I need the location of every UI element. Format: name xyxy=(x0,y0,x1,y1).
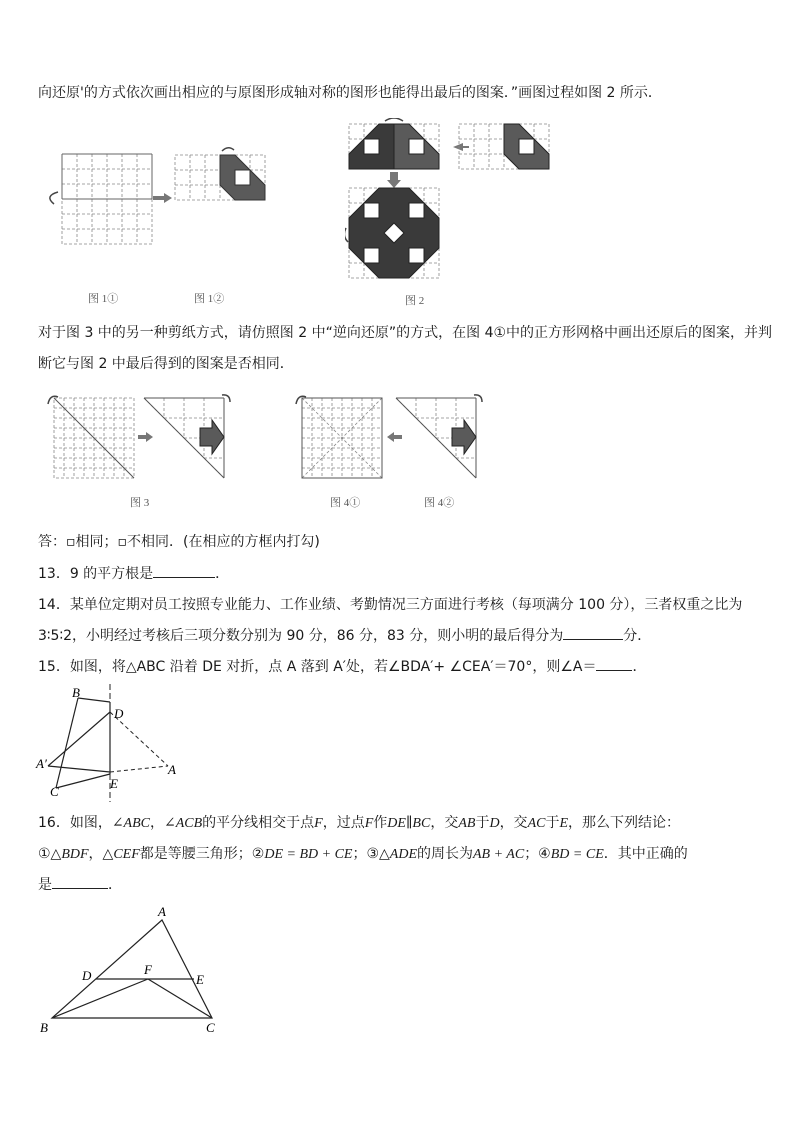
answer-blank[interactable] xyxy=(563,625,623,640)
q12-line1: 对于图 3 中的另一种剪纸方式，请仿照图 2 中“逆向还原”的方式，在图 4①中的正方形网格中画出还原后的图案，并判 xyxy=(38,325,773,341)
caption-fig3: 图 3 xyxy=(130,497,150,509)
label-A: A xyxy=(168,762,176,777)
label-B: B xyxy=(40,1020,48,1035)
q16-line2: ①△BDF，△CEF都是等腰三角形；②DE = BD + CE；③△ADE的周长为AB + AC；④BD = CE．其中正确的 xyxy=(38,846,688,862)
figure-3 xyxy=(40,392,240,514)
arrow-right-icon xyxy=(138,432,153,442)
q15-end: ． xyxy=(632,659,647,675)
label-C: C xyxy=(50,784,59,799)
arrow-left-icon xyxy=(387,432,402,442)
label-A: A xyxy=(158,904,166,919)
answer-blank[interactable] xyxy=(596,656,632,671)
intro-text: 向还原'的方式依次画出相应的与原图形成轴对称的图形也能得出最后的图案．”画图过程如图 2 所示． xyxy=(38,85,662,101)
q14-line1: 14．某单位定期对员工按照专业能力、工作业绩、考勤情况三方面进行考核（每项满分 100 分），三者权重之比为 xyxy=(38,597,743,613)
q15 xyxy=(38,656,646,676)
label-D: D xyxy=(114,706,124,721)
q13 xyxy=(38,563,229,583)
q16-line3-end: ． xyxy=(108,877,122,893)
q16-line3 xyxy=(38,874,122,894)
fold-arrow-icon xyxy=(296,396,306,404)
label-A-prime: A′ xyxy=(36,756,47,771)
figure-2 xyxy=(345,118,555,310)
label-B: B xyxy=(72,685,80,700)
q14-line2-end: 分． xyxy=(623,628,652,644)
q16-line3-start: 是 xyxy=(38,877,52,893)
q14-line2 xyxy=(38,625,651,645)
q13-text: 13．9 的平方根是 xyxy=(38,566,154,582)
arrow-down-icon xyxy=(387,172,401,188)
q12-answer: 答：▫相同；▫不相同．(在相应的方框内打勾) xyxy=(38,534,320,550)
caption-fig4-2: 图 4② xyxy=(424,497,455,509)
figure-q15 xyxy=(30,684,190,802)
q14-line2-start: 3∶5∶2，小明经过考核后三项分数分别为 90 分，86 分，83 分，则小明的最后得分为 xyxy=(38,628,564,644)
caption-fig1-1: 图 1① xyxy=(88,293,119,305)
figure-1-2 xyxy=(172,145,272,310)
answer-blank[interactable] xyxy=(52,874,108,889)
caption-fig1-2: 图 1② xyxy=(194,293,225,305)
answer-blank[interactable] xyxy=(153,563,215,578)
label-E: E xyxy=(110,776,118,791)
arrow-right-icon xyxy=(152,192,174,204)
caption-fig2: 图 2 xyxy=(405,295,425,307)
figure-1-1 xyxy=(40,150,170,310)
q15-text: 15．如图，将△ABC 沿着 DE 对折，点 A 落到 A′处，若∠BDA′+ ∠CEA′＝70°，则∠A＝ xyxy=(38,659,597,675)
caption-fig4-1: 图 4① xyxy=(330,497,361,509)
figure-4 xyxy=(292,392,492,514)
fold-arrow-icon xyxy=(385,118,403,121)
fold-arrow-icon xyxy=(50,192,58,204)
figure-q16 xyxy=(30,902,230,1038)
label-C: C xyxy=(206,1020,215,1035)
arrow-left-icon xyxy=(453,143,469,151)
fold-arrow-icon xyxy=(345,228,348,242)
label-F: F xyxy=(144,962,152,977)
q12-line2: 断它与图 2 中最后得到的图案是否相同． xyxy=(38,356,294,372)
label-E: E xyxy=(196,972,204,987)
label-D: D xyxy=(82,968,92,983)
q13-end: ． xyxy=(215,566,230,582)
fold-arrow-icon xyxy=(222,148,234,151)
q16-line1: 16．如图，∠ABC，∠ACB的平分线相交于点F，过点F作DE∥BC，交AB于D，交AC于E，那么下列结论： xyxy=(38,815,681,831)
